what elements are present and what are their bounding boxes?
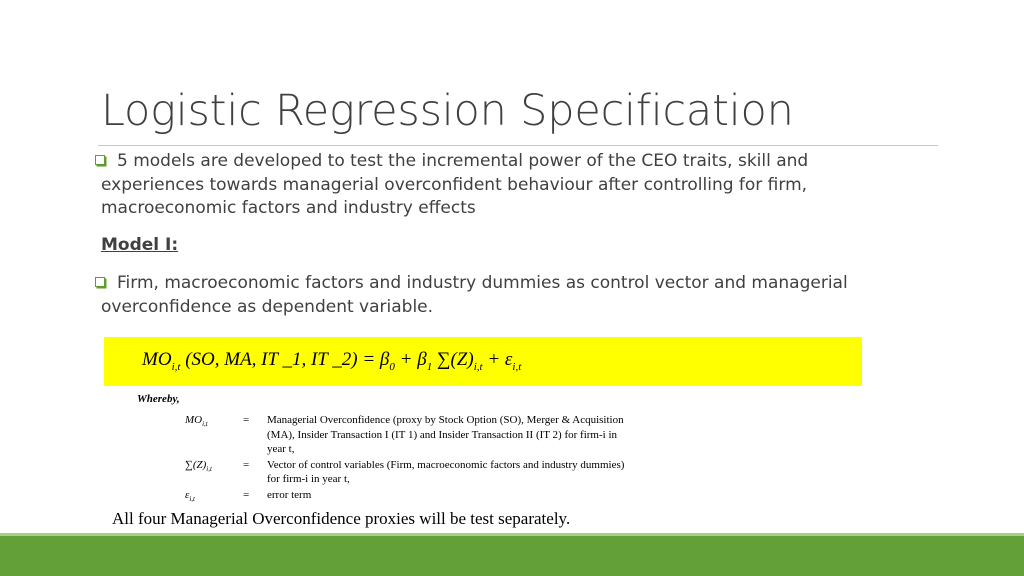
definition-equals: = [243, 488, 250, 501]
hollow-square-bullet-icon [95, 155, 105, 165]
title-divider [98, 145, 938, 146]
equation-highlight-box [104, 337, 862, 386]
equation-epsilon-subscript: i,t [512, 360, 522, 373]
definition-row [185, 413, 635, 457]
bullet-models-description [101, 150, 861, 221]
bullet-text: Firm, macroeconomic factors and industry dummies as control vector and managerial overconfidence as dependent variable. [101, 273, 848, 317]
regression-equation [142, 349, 521, 373]
equation-args: (SO, MA, IT _1, IT _2) = β [180, 349, 390, 370]
definitions-table [185, 413, 635, 507]
equation-sum-subscript: i,t [473, 360, 483, 373]
definition-equals: = [243, 414, 250, 426]
equation-plus-beta1: + β [394, 349, 427, 370]
hollow-square-bullet-icon [95, 277, 105, 287]
bullet-model-one-description [101, 272, 891, 319]
definition-row [185, 488, 635, 507]
definition-symbol: $MO_{i,t}$ [185, 414, 208, 429]
equation-beta1-subscript: 1 [426, 360, 433, 373]
bullet-text: 5 models are developed to test the incremental power of the CEO traits, skill and experiences towards managerial overconfident behaviour after controlling for firm, macroeconomic factors and industry effects [101, 151, 809, 218]
definition-equals: = [243, 458, 250, 471]
footnote: All four Managerial Overconfidence proxies will be test separately. [112, 509, 571, 528]
whereby-label: Whereby, [137, 393, 180, 405]
equation-plus-epsilon: + ε [482, 349, 513, 370]
slide-title: Logistic Regression Specification [101, 86, 794, 136]
definition-row [185, 458, 635, 487]
model-label: Model I: [101, 235, 179, 255]
equation-lhs: MO [142, 349, 172, 370]
definition-text: error term [267, 488, 312, 501]
equation-beta0-subscript: 0 [389, 360, 395, 373]
equation-lhs-subscript: i,t [171, 360, 181, 373]
footer-bar [0, 536, 1024, 576]
definition-symbol: $\varepsilon_{i,t}$ [185, 488, 195, 503]
equation-sum: ∑(Z) [432, 349, 474, 370]
definition-text: Managerial Overconfidence (proxy by Stock Option (SO), Merger & Acquisition (MA), Insider Transaction I (IT 1) and Insider Transaction II (IT 2) for firm-i in year t, [267, 414, 624, 455]
definition-text: Vector of control variables (Firm, macroeconomic factors and industry dummies) for firm-i in year t, [267, 458, 625, 485]
definition-symbol: $\sum(Z)_{i,t}$ [185, 458, 212, 473]
